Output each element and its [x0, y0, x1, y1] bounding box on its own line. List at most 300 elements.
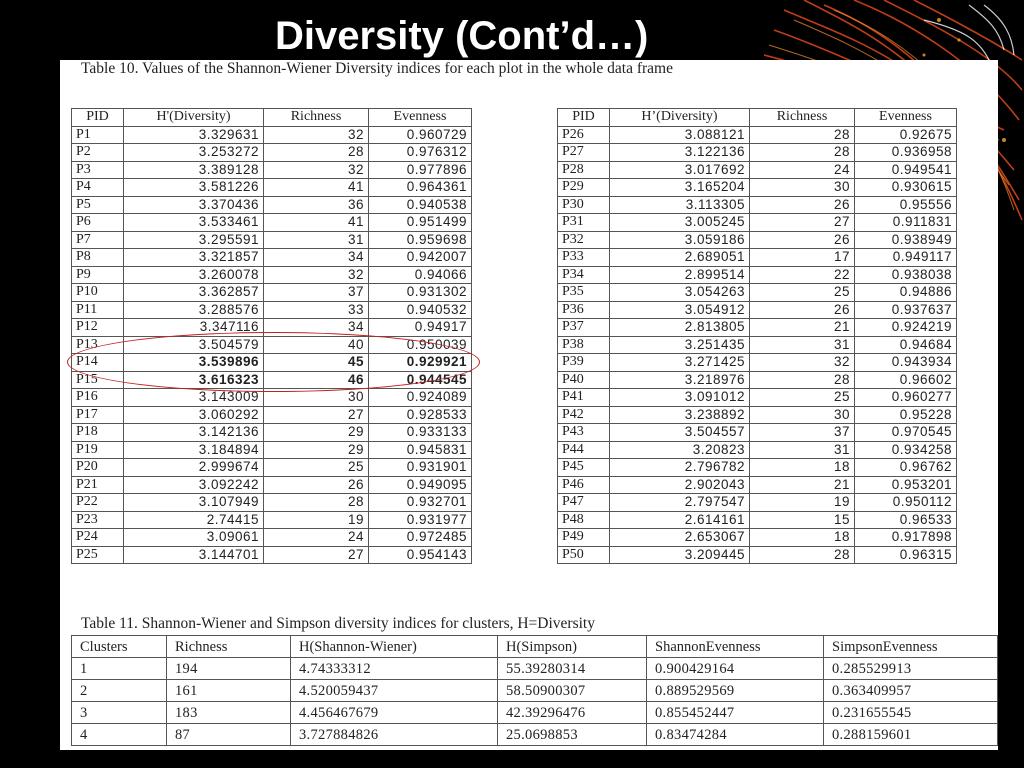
column-header: SimpsonEvenness: [824, 636, 998, 658]
richness-cell: 37: [264, 284, 369, 302]
table-row: [72, 336, 472, 354]
evenness-cell: 0.938038: [855, 266, 957, 284]
diversity-cell: 3.238892: [610, 406, 750, 424]
diversity-cell: 3.389128: [124, 161, 264, 179]
richness-cell: 25: [750, 284, 855, 302]
diversity-cell: 3.060292: [124, 406, 264, 424]
richness-cell: 183: [167, 702, 291, 724]
pid-cell: P7: [72, 231, 124, 249]
evenness-cell: 0.917898: [855, 529, 957, 547]
evenness-cell: 0.940538: [369, 196, 472, 214]
evenness-cell: 0.96762: [855, 459, 957, 477]
richness-cell: 26: [750, 196, 855, 214]
shannon-wiener-cell: 4.74333312: [291, 658, 498, 680]
richness-cell: 46: [264, 371, 369, 389]
diversity-cell: 2.614161: [610, 511, 750, 529]
simpson-cell: 55.39280314: [498, 658, 647, 680]
evenness-cell: 0.931901: [369, 459, 472, 477]
evenness-cell: 0.94886: [855, 284, 957, 302]
richness-cell: 40: [264, 336, 369, 354]
pid-cell: P15: [72, 371, 124, 389]
evenness-cell: 0.94066: [369, 266, 472, 284]
column-header: Evenness: [855, 109, 957, 127]
evenness-cell: 0.972485: [369, 529, 472, 547]
evenness-cell: 0.960277: [855, 389, 957, 407]
diversity-cell: 3.017692: [610, 161, 750, 179]
shannon-evenness-cell: 0.889529569: [647, 680, 824, 702]
table-row: [72, 196, 472, 214]
richness-cell: 34: [264, 319, 369, 337]
richness-cell: 30: [264, 389, 369, 407]
diversity-cell: 3.218976: [610, 371, 750, 389]
evenness-cell: 0.951499: [369, 214, 472, 232]
pid-cell: P10: [72, 284, 124, 302]
pid-cell: P47: [558, 494, 610, 512]
pid-cell: P20: [72, 459, 124, 477]
diversity-cell: 3.362857: [124, 284, 264, 302]
evenness-cell: 0.970545: [855, 424, 957, 442]
table-row: [558, 161, 957, 179]
diversity-cell: 3.271425: [610, 354, 750, 372]
column-header: Richness: [750, 109, 855, 127]
table-row: [72, 702, 998, 724]
pid-cell: P43: [558, 424, 610, 442]
slide-title: Diversity (Cont’d…): [275, 14, 649, 58]
diversity-cell: 3.504557: [610, 424, 750, 442]
diversity-cell: 3.539896: [124, 354, 264, 372]
evenness-cell: 0.92675: [855, 126, 957, 144]
evenness-cell: 0.936958: [855, 144, 957, 162]
evenness-cell: 0.938949: [855, 231, 957, 249]
richness-cell: 32: [264, 126, 369, 144]
table-row: [558, 389, 957, 407]
table-row: [558, 424, 957, 442]
richness-cell: 29: [264, 441, 369, 459]
pid-cell: P50: [558, 546, 610, 564]
pid-cell: P36: [558, 301, 610, 319]
pid-cell: P26: [558, 126, 610, 144]
evenness-cell: 0.96602: [855, 371, 957, 389]
table-row: [72, 494, 472, 512]
richness-cell: 37: [750, 424, 855, 442]
richness-cell: 24: [750, 161, 855, 179]
evenness-cell: 0.929921: [369, 354, 472, 372]
table-row: [72, 658, 998, 680]
table-row: [558, 494, 957, 512]
diversity-cell: 3.253272: [124, 144, 264, 162]
pid-cell: P40: [558, 371, 610, 389]
diversity-cell: 3.107949: [124, 494, 264, 512]
pid-cell: P42: [558, 406, 610, 424]
pid-cell: P24: [72, 529, 124, 547]
column-header: Richness: [264, 109, 369, 127]
table-row: [72, 126, 472, 144]
diversity-cell: 3.122136: [610, 144, 750, 162]
table-row: [72, 371, 472, 389]
pid-cell: P2: [72, 144, 124, 162]
table-row: [72, 249, 472, 267]
evenness-cell: 0.934258: [855, 441, 957, 459]
table-row: [558, 511, 957, 529]
evenness-cell: 0.95228: [855, 406, 957, 424]
richness-cell: 27: [264, 546, 369, 564]
richness-cell: 194: [167, 658, 291, 680]
diversity-cell: 3.09061: [124, 529, 264, 547]
column-header: PID: [558, 109, 610, 127]
richness-cell: 31: [264, 231, 369, 249]
diversity-cell: 3.616323: [124, 371, 264, 389]
diversity-cell: 3.20823: [610, 441, 750, 459]
richness-cell: 32: [750, 354, 855, 372]
column-header: H(Shannon-Wiener): [291, 636, 498, 658]
evenness-cell: 0.96315: [855, 546, 957, 564]
richness-cell: 28: [264, 144, 369, 162]
evenness-cell: 0.930615: [855, 179, 957, 197]
richness-cell: 34: [264, 249, 369, 267]
pid-cell: P32: [558, 231, 610, 249]
richness-cell: 28: [264, 494, 369, 512]
table-row: [72, 724, 998, 746]
table-row: [72, 231, 472, 249]
diversity-cell: 3.347116: [124, 319, 264, 337]
table-row: [72, 161, 472, 179]
diversity-cell: 3.144701: [124, 546, 264, 564]
table-header-row: [72, 109, 472, 127]
table-row: [558, 529, 957, 547]
pid-cell: P3: [72, 161, 124, 179]
diversity-cell: 3.142136: [124, 424, 264, 442]
table-row: [72, 546, 472, 564]
table-row: [558, 284, 957, 302]
table-row: [72, 680, 998, 702]
pid-cell: P21: [72, 476, 124, 494]
table-row: [558, 336, 957, 354]
table-row: [558, 179, 957, 197]
table-row: [558, 249, 957, 267]
diversity-cell: 3.504579: [124, 336, 264, 354]
evenness-cell: 0.932701: [369, 494, 472, 512]
diversity-cell: 3.295591: [124, 231, 264, 249]
table-row: [72, 266, 472, 284]
richness-cell: 27: [750, 214, 855, 232]
table-row: [72, 406, 472, 424]
evenness-cell: 0.931302: [369, 284, 472, 302]
table-10-right: [557, 108, 957, 564]
diversity-cell: 2.796782: [610, 459, 750, 477]
evenness-cell: 0.954143: [369, 546, 472, 564]
diversity-cell: 3.260078: [124, 266, 264, 284]
pid-cell: P5: [72, 196, 124, 214]
shannon-wiener-cell: 3.727884826: [291, 724, 498, 746]
pid-cell: P23: [72, 511, 124, 529]
pid-cell: P17: [72, 406, 124, 424]
pid-cell: P29: [558, 179, 610, 197]
diversity-cell: 3.165204: [610, 179, 750, 197]
column-header: ShannonEvenness: [647, 636, 824, 658]
pid-cell: P35: [558, 284, 610, 302]
table-row: [558, 476, 957, 494]
diversity-cell: 3.005245: [610, 214, 750, 232]
richness-cell: 33: [264, 301, 369, 319]
pid-cell: P39: [558, 354, 610, 372]
table-row: [558, 126, 957, 144]
table-header-row: [72, 636, 998, 658]
diversity-cell: 2.899514: [610, 266, 750, 284]
table-row: [72, 284, 472, 302]
diversity-cell: 3.209445: [610, 546, 750, 564]
table-row: [558, 371, 957, 389]
richness-cell: 18: [750, 529, 855, 547]
evenness-cell: 0.942007: [369, 249, 472, 267]
pid-cell: P38: [558, 336, 610, 354]
table-row: [72, 319, 472, 337]
richness-cell: 25: [264, 459, 369, 477]
evenness-cell: 0.911831: [855, 214, 957, 232]
table-row: [558, 214, 957, 232]
diversity-cell: 3.329631: [124, 126, 264, 144]
richness-cell: 87: [167, 724, 291, 746]
pid-cell: P4: [72, 179, 124, 197]
richness-cell: 24: [264, 529, 369, 547]
table-row: [72, 301, 472, 319]
pid-cell: P6: [72, 214, 124, 232]
diversity-cell: 3.370436: [124, 196, 264, 214]
richness-cell: 26: [264, 476, 369, 494]
table-row: [558, 196, 957, 214]
richness-cell: 28: [750, 546, 855, 564]
cluster-cell: 1: [72, 658, 167, 680]
richness-cell: 21: [750, 476, 855, 494]
pid-cell: P41: [558, 389, 610, 407]
evenness-cell: 0.950112: [855, 494, 957, 512]
diversity-cell: 3.321857: [124, 249, 264, 267]
shannon-wiener-cell: 4.456467679: [291, 702, 498, 724]
shannon-evenness-cell: 0.855452447: [647, 702, 824, 724]
diversity-cell: 2.74415: [124, 511, 264, 529]
evenness-cell: 0.96533: [855, 511, 957, 529]
evenness-cell: 0.945831: [369, 441, 472, 459]
pid-cell: P22: [72, 494, 124, 512]
evenness-cell: 0.964361: [369, 179, 472, 197]
pid-cell: P13: [72, 336, 124, 354]
richness-cell: 28: [750, 371, 855, 389]
richness-cell: 29: [264, 424, 369, 442]
column-header: Evenness: [369, 109, 472, 127]
column-header: PID: [72, 109, 124, 127]
richness-cell: 21: [750, 319, 855, 337]
simpson-evenness-cell: 0.231655545: [824, 702, 998, 724]
shannon-evenness-cell: 0.900429164: [647, 658, 824, 680]
pid-cell: P45: [558, 459, 610, 477]
table-row: [72, 441, 472, 459]
column-header: H’(Diversity): [610, 109, 750, 127]
simpson-cell: 58.50900307: [498, 680, 647, 702]
evenness-cell: 0.924219: [855, 319, 957, 337]
table-row: [72, 511, 472, 529]
richness-cell: 26: [750, 231, 855, 249]
table-11-caption: Table 11. Shannon-Wiener and Simpson diversity indices for clusters, H=Diversity: [81, 615, 595, 632]
table-row: [72, 144, 472, 162]
richness-cell: 32: [264, 266, 369, 284]
richness-cell: 22: [750, 266, 855, 284]
pid-cell: P14: [72, 354, 124, 372]
table-row: [558, 459, 957, 477]
diversity-cell: 3.054263: [610, 284, 750, 302]
pid-cell: P27: [558, 144, 610, 162]
diversity-cell: 3.533461: [124, 214, 264, 232]
pid-cell: P48: [558, 511, 610, 529]
richness-cell: 15: [750, 511, 855, 529]
table-row: [72, 179, 472, 197]
evenness-cell: 0.937637: [855, 301, 957, 319]
document-page: [60, 60, 998, 750]
evenness-cell: 0.949541: [855, 161, 957, 179]
richness-cell: 19: [264, 511, 369, 529]
table-row: [72, 476, 472, 494]
richness-cell: 17: [750, 249, 855, 267]
table-row: [72, 214, 472, 232]
richness-cell: 30: [750, 179, 855, 197]
simpson-evenness-cell: 0.363409957: [824, 680, 998, 702]
richness-cell: 19: [750, 494, 855, 512]
diversity-cell: 3.054912: [610, 301, 750, 319]
table-10-left: [71, 108, 472, 564]
simpson-cell: 25.0698853: [498, 724, 647, 746]
evenness-cell: 0.943934: [855, 354, 957, 372]
cluster-cell: 4: [72, 724, 167, 746]
diversity-cell: 3.288576: [124, 301, 264, 319]
pid-cell: P46: [558, 476, 610, 494]
richness-cell: 32: [264, 161, 369, 179]
richness-cell: 45: [264, 354, 369, 372]
pid-cell: P37: [558, 319, 610, 337]
evenness-cell: 0.950039: [369, 336, 472, 354]
diversity-cell: 3.091012: [610, 389, 750, 407]
richness-cell: 26: [750, 301, 855, 319]
diversity-cell: 2.653067: [610, 529, 750, 547]
table-row: [558, 301, 957, 319]
pid-cell: P19: [72, 441, 124, 459]
diversity-cell: 2.797547: [610, 494, 750, 512]
evenness-cell: 0.959698: [369, 231, 472, 249]
diversity-cell: 3.184894: [124, 441, 264, 459]
simpson-evenness-cell: 0.288159601: [824, 724, 998, 746]
evenness-cell: 0.940532: [369, 301, 472, 319]
richness-cell: 28: [750, 126, 855, 144]
diversity-cell: 2.689051: [610, 249, 750, 267]
evenness-cell: 0.94917: [369, 319, 472, 337]
diversity-cell: 2.813805: [610, 319, 750, 337]
richness-cell: 31: [750, 336, 855, 354]
richness-cell: 41: [264, 214, 369, 232]
table-row: [558, 406, 957, 424]
pid-cell: P8: [72, 249, 124, 267]
evenness-cell: 0.976312: [369, 144, 472, 162]
table-row: [558, 354, 957, 372]
pid-cell: P1: [72, 126, 124, 144]
diversity-cell: 2.902043: [610, 476, 750, 494]
table-row: [558, 319, 957, 337]
table-row: [558, 266, 957, 284]
evenness-cell: 0.95556: [855, 196, 957, 214]
table-row: [72, 389, 472, 407]
pid-cell: P12: [72, 319, 124, 337]
diversity-cell: 3.088121: [610, 126, 750, 144]
richness-cell: 18: [750, 459, 855, 477]
pid-cell: P11: [72, 301, 124, 319]
evenness-cell: 0.977896: [369, 161, 472, 179]
cluster-cell: 3: [72, 702, 167, 724]
table-row: [72, 459, 472, 477]
evenness-cell: 0.924089: [369, 389, 472, 407]
pid-cell: P9: [72, 266, 124, 284]
table-row: [558, 546, 957, 564]
richness-cell: 31: [750, 441, 855, 459]
pid-cell: P33: [558, 249, 610, 267]
evenness-cell: 0.944545: [369, 371, 472, 389]
pid-cell: P49: [558, 529, 610, 547]
table-11: [71, 635, 998, 746]
pid-cell: P28: [558, 161, 610, 179]
richness-cell: 28: [750, 144, 855, 162]
richness-cell: 36: [264, 196, 369, 214]
richness-cell: 161: [167, 680, 291, 702]
simpson-evenness-cell: 0.285529913: [824, 658, 998, 680]
shannon-evenness-cell: 0.83474284: [647, 724, 824, 746]
diversity-cell: 2.999674: [124, 459, 264, 477]
table-row: [72, 529, 472, 547]
pid-cell: P16: [72, 389, 124, 407]
table-10-caption: Table 10. Values of the Shannon-Wiener Diversity indices for each plot in the whole data frame: [81, 60, 673, 77]
column-header: H'(Diversity): [124, 109, 264, 127]
evenness-cell: 0.960729: [369, 126, 472, 144]
column-header: Clusters: [72, 636, 167, 658]
simpson-cell: 42.39296476: [498, 702, 647, 724]
table-row: [558, 144, 957, 162]
richness-cell: 25: [750, 389, 855, 407]
column-header: Richness: [167, 636, 291, 658]
pid-cell: P44: [558, 441, 610, 459]
richness-cell: 30: [750, 406, 855, 424]
shannon-wiener-cell: 4.520059437: [291, 680, 498, 702]
table-row: [558, 231, 957, 249]
diversity-cell: 3.581226: [124, 179, 264, 197]
evenness-cell: 0.949117: [855, 249, 957, 267]
pid-cell: P18: [72, 424, 124, 442]
richness-cell: 41: [264, 179, 369, 197]
pid-cell: P30: [558, 196, 610, 214]
diversity-cell: 3.059186: [610, 231, 750, 249]
diversity-cell: 3.251435: [610, 336, 750, 354]
diversity-cell: 3.092242: [124, 476, 264, 494]
evenness-cell: 0.928533: [369, 406, 472, 424]
table-header-row: [558, 109, 957, 127]
table-row: [72, 354, 472, 372]
cluster-cell: 2: [72, 680, 167, 702]
evenness-cell: 0.94684: [855, 336, 957, 354]
diversity-cell: 3.143009: [124, 389, 264, 407]
pid-cell: P25: [72, 546, 124, 564]
evenness-cell: 0.949095: [369, 476, 472, 494]
diversity-cell: 3.113305: [610, 196, 750, 214]
pid-cell: P34: [558, 266, 610, 284]
evenness-cell: 0.953201: [855, 476, 957, 494]
column-header: H(Simpson): [498, 636, 647, 658]
table-row: [72, 424, 472, 442]
evenness-cell: 0.931977: [369, 511, 472, 529]
table-row: [558, 441, 957, 459]
richness-cell: 27: [264, 406, 369, 424]
